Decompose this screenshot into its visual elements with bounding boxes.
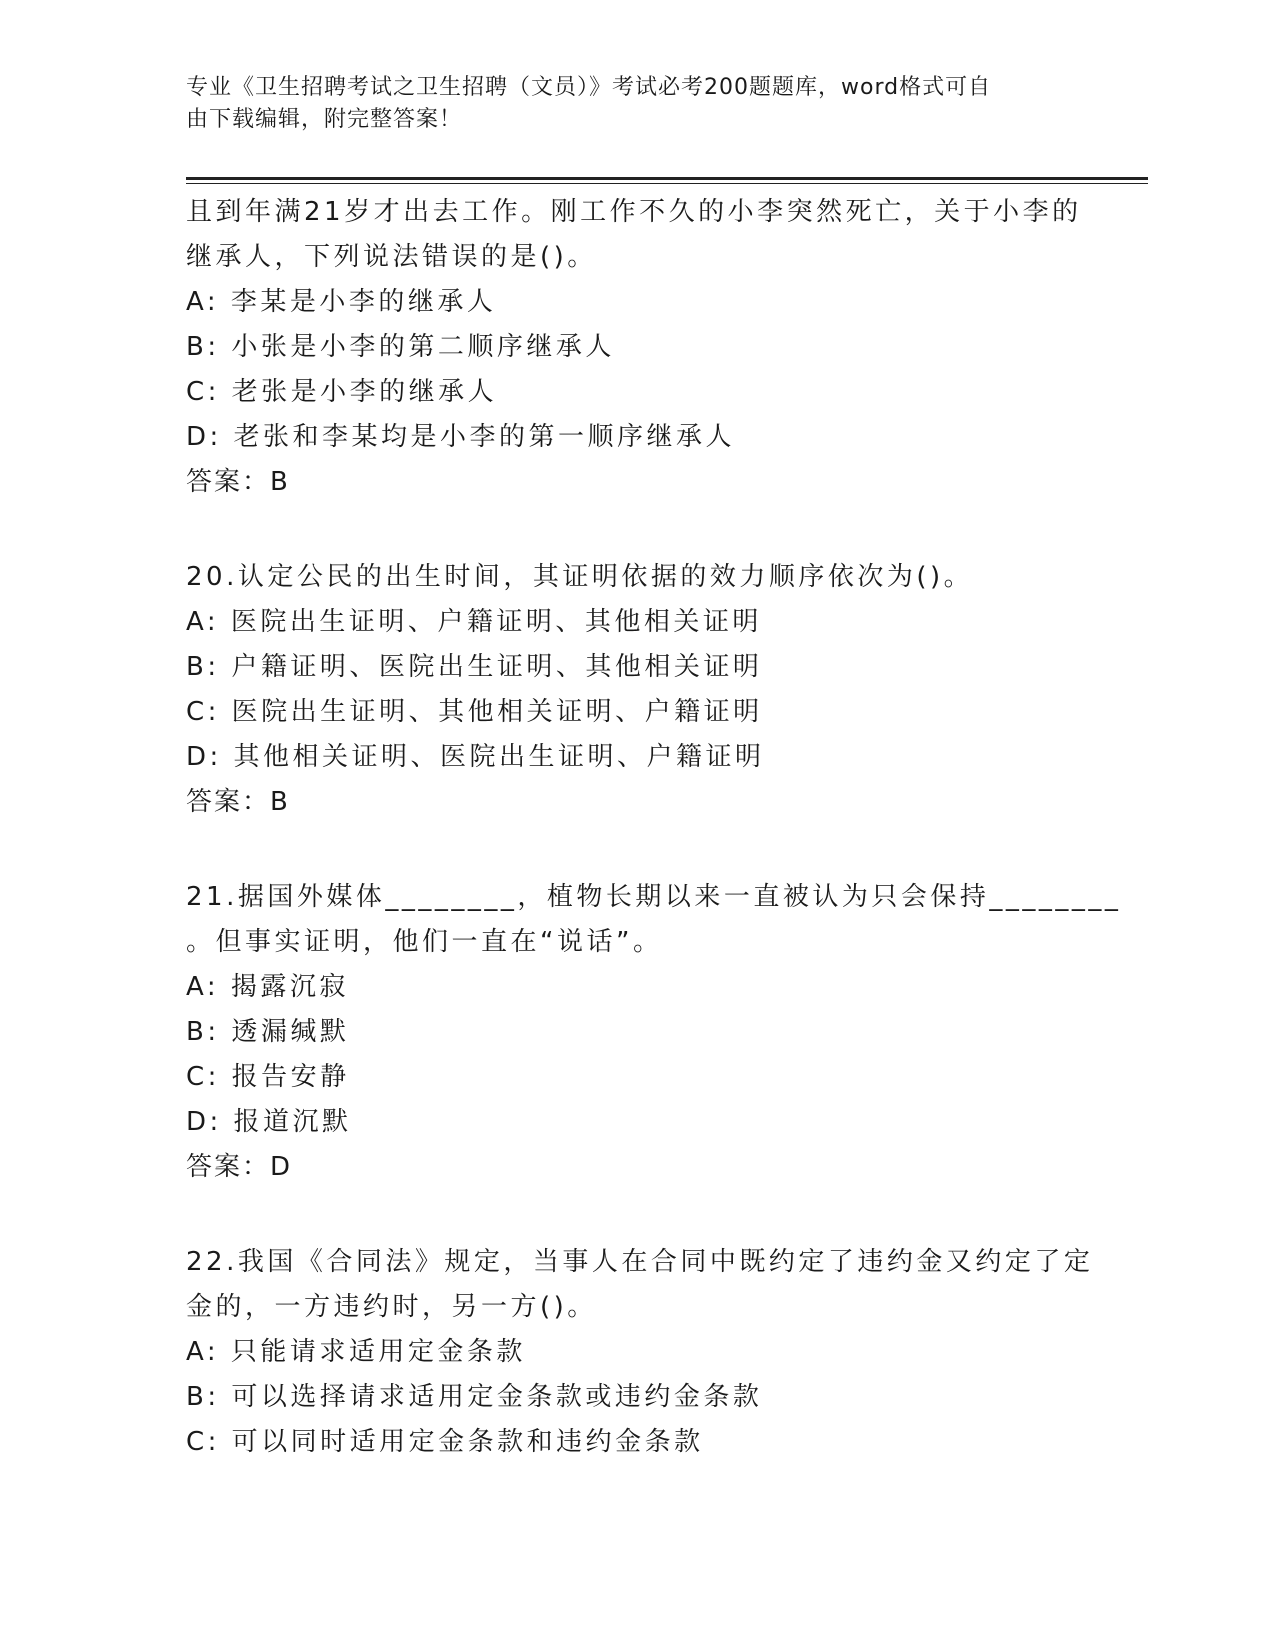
answer: 答案：B — [186, 787, 290, 817]
option-c: C: 报告安静 — [186, 1062, 350, 1092]
question-stem: 。但事实证明，他们一直在“说话”。 — [186, 927, 663, 957]
document-header — [186, 72, 1066, 136]
answer: 答案：D — [186, 1152, 293, 1182]
question-22 — [186, 1240, 1094, 1465]
header-rule-thin — [186, 183, 1148, 184]
answer: 答案：B — [186, 467, 290, 497]
question-list — [186, 190, 1122, 1465]
option-b: B: 户籍证明、医院出生证明、其他相关证明 — [186, 652, 763, 682]
spacer — [186, 505, 1086, 555]
spacer — [186, 1190, 1086, 1240]
header-rule-thick — [186, 177, 1148, 180]
header-line-2: 由下载编辑，附完整答案！ — [186, 107, 463, 132]
question-stem: 21.据国外媒体________，植物长期以来一直被认为只会保持________ — [186, 882, 1122, 912]
option-c: C: 医院出生证明、其他相关证明、户籍证明 — [186, 697, 763, 727]
option-a: A: 李某是小李的继承人 — [186, 287, 497, 317]
header-line-1: 专业《卫生招聘考试之卫生招聘（文员）》考试必考200题题库，word格式可自 — [186, 75, 992, 100]
option-a: A: 只能请求适用定金条款 — [186, 1337, 526, 1367]
option-b: B: 小张是小李的第二顺序继承人 — [186, 332, 615, 362]
option-d: D: 老张和李某均是小李的第一顺序继承人 — [186, 422, 736, 452]
question-stem: 且到年满21岁才出去工作。刚工作不久的小李突然死亡，关于小李的 — [186, 197, 1082, 227]
question-20 — [186, 555, 1086, 825]
option-a: A: 医院出生证明、户籍证明、其他相关证明 — [186, 607, 762, 637]
option-c: C: 可以同时适用定金条款和违约金条款 — [186, 1427, 704, 1457]
question-stem: 继承人，下列说法错误的是()。 — [186, 242, 597, 272]
spacer — [186, 825, 1086, 875]
question-stem: 金的，一方违约时，另一方()。 — [186, 1292, 597, 1322]
option-a: A: 揭露沉寂 — [186, 972, 349, 1002]
question-21 — [186, 875, 1122, 1190]
option-d: D: 其他相关证明、医院出生证明、户籍证明 — [186, 742, 765, 772]
question-19 — [186, 190, 1086, 505]
question-stem: 22.我国《合同法》规定，当事人在合同中既约定了违约金又约定了定 — [186, 1247, 1094, 1277]
option-d: D: 报道沉默 — [186, 1107, 352, 1137]
option-b: B: 透漏缄默 — [186, 1017, 350, 1047]
question-stem: 20.认定公民的出生时间，其证明依据的效力顺序依次为()。 — [186, 562, 974, 592]
option-b: B: 可以选择请求适用定金条款或违约金条款 — [186, 1382, 763, 1412]
option-c: C: 老张是小李的继承人 — [186, 377, 498, 407]
